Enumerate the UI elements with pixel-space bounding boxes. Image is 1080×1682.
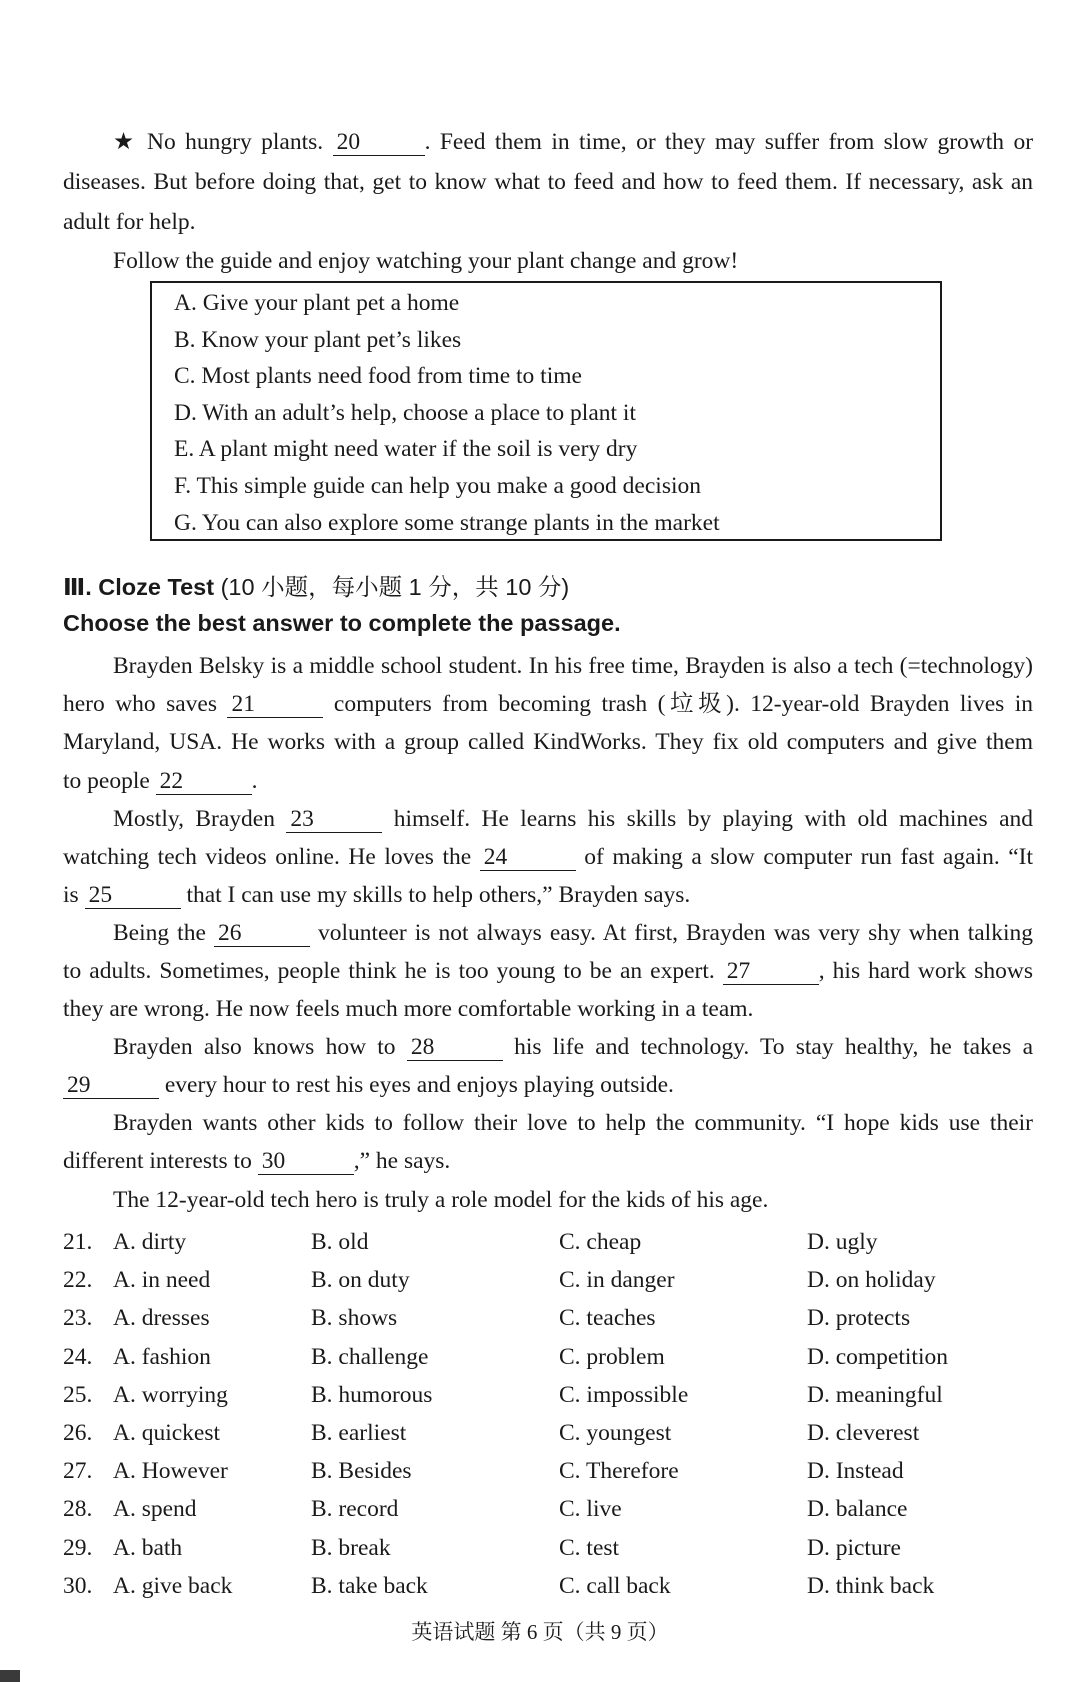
option-c: C. Therefore [559,1458,679,1485]
option-b: B. shows [311,1305,398,1332]
question-number: 22. [63,1267,93,1294]
c4-text-2b: every hour to rest his eyes and enjoys playing outside. [164,1072,674,1099]
option-d: D. on holiday [807,1267,936,1294]
c3-text-1b: volunteer is not always easy. At first, Brayden was very shy when talking [317,920,1033,946]
blank-24: 24 [480,844,576,871]
box-option-b: B. Know your plant pet’s likes [174,326,462,353]
c2-text-1b: himself. He learns his skills by playing with old machines and [393,806,1034,832]
option-d: D. Instead [807,1458,904,1485]
p1-text-a: ★ No hungry plants. [113,129,324,155]
option-c: C. teaches [559,1305,656,1332]
c5-text-2b: ,” he says. [353,1148,451,1175]
option-a: A. worrying [113,1381,228,1408]
cloze-paragraph-1 [63,647,1033,800]
c3-line-3: they are wrong. He now feels much more comfortable working in a team. [63,996,754,1023]
c3-text-2b: , his hard work shows [818,958,1034,985]
blank-20: 20 [333,129,425,156]
blank-22: 22 [156,768,252,795]
paragraph-follow-guide [63,241,1033,281]
option-d: D. balance [807,1496,908,1523]
p2-line: Follow the guide and enjoy watching your plant change and grow! [113,248,739,274]
blank-29: 29 [63,1072,159,1099]
option-c: C. impossible [559,1381,689,1408]
question-number: 27. [63,1458,93,1485]
option-d: D. competition [807,1343,948,1370]
p1-text-c: . Feed them in time, or they may suffer from slow growth or [424,129,1034,155]
option-a: A. dirty [113,1229,187,1255]
question-number: 26. [63,1419,93,1446]
blank-23: 23 [286,806,382,833]
option-b: B. humorous [311,1381,433,1408]
cloze-paragraph-4 [63,1028,1033,1104]
option-a: A. spend [113,1496,197,1523]
paragraph-no-hungry-plants [63,122,1033,242]
cloze-paragraph-2 [63,800,1033,915]
option-a: A. dresses [113,1305,210,1332]
cloze-paragraph-3 [63,914,1033,1029]
c3-text-2a: to adults. Sometimes, people think he is too young to be an expert. [63,958,715,985]
option-c: C. test [559,1534,620,1561]
option-a: A. quickest [113,1419,221,1446]
page-footer: 英语试题 第 6 页（共 9 页） [411,1620,669,1644]
blank-30: 30 [258,1148,354,1175]
option-b: B. record [311,1496,399,1523]
c1-line-3: Maryland, USA. He works with a group called KindWorks. They fix old computers and give them [63,729,1033,756]
section-note: (10 小题，每小题 1 分，共 10 分) [220,574,570,600]
section-instruction: Choose the best answer to complete the passage. [63,610,621,636]
option-b: B. take back [311,1572,428,1599]
box-option-g: G. You can also explore some strange plants in the market [174,509,720,536]
option-d: D. meaningful [807,1381,943,1408]
option-b: B. challenge [311,1343,429,1370]
option-d: D. picture [807,1534,901,1561]
option-b: B. Besides [311,1458,412,1485]
question-number: 24. [63,1343,93,1370]
option-c: C. live [559,1496,622,1523]
option-b: B. break [311,1534,391,1561]
question-number: 28. [63,1496,93,1523]
option-d: D. protects [807,1305,911,1332]
c2-text-3a: is [63,882,79,909]
question-number: 23. [63,1305,93,1332]
blank-27: 27 [723,958,819,985]
blank-26: 26 [214,920,310,947]
option-a: A. give back [113,1572,233,1599]
blank-21: 21 [227,691,323,718]
option-b: B. earliest [311,1419,407,1446]
c2-text-2b: of making a slow computer run fast again. “It [584,844,1034,871]
c1-text-2a: hero who saves [63,691,218,718]
option-c: C. call back [559,1572,671,1599]
c5-text-2a: different interests to [63,1148,252,1175]
c4-text-1a: Brayden also knows how to [113,1034,396,1060]
c1-line-1: Brayden Belsky is a middle school student. In his free time, Brayden is also a tech (=technology) [113,653,1033,679]
box-option-c: C. Most plants need food from time to time [174,363,582,390]
option-d: D. think back [807,1572,935,1599]
option-c: C. cheap [559,1229,642,1255]
option-b: B. old [311,1229,369,1255]
option-b: B. on duty [311,1267,410,1294]
c1-text-4a: to people [63,767,150,794]
p1-line-2: diseases. But before doing that, get to know what to feed and how to feed them. If necessary, ask an [63,169,1033,195]
option-d: D. cleverest [807,1419,920,1446]
c4-text-1b: his life and technology. To stay healthy, he takes a [514,1034,1034,1060]
option-a: A. However [113,1458,228,1485]
question-number: 29. [63,1534,93,1561]
option-a: A. in need [113,1267,211,1294]
c1-text-4b: . [251,767,258,794]
section-heading [63,568,569,602]
option-d: D. ugly [807,1229,878,1255]
question-number: 30. [63,1572,93,1599]
options-box [150,281,942,541]
question-number: 25. [63,1381,93,1408]
c2-text-2a: watching tech videos online. He loves the [63,844,472,871]
blank-25: 25 [85,882,181,909]
option-c: C. in danger [559,1267,675,1294]
corner-mark [0,1670,20,1682]
c5-line-1: Brayden wants other kids to follow their love to help the community. “I hope kids use their [113,1110,1033,1136]
option-a: A. bath [113,1534,183,1561]
box-option-d: D. With an adult’s help, choose a place to plant it [174,399,636,426]
box-option-f: F. This simple guide can help you make a good decision [174,472,701,499]
section-title: Cloze Test [98,574,215,600]
option-c: C. youngest [559,1419,672,1446]
box-option-e: E. A plant might need water if the soil is very dry [174,436,638,463]
option-a: A. fashion [113,1343,211,1370]
p1-line-3: adult for help. [63,209,196,235]
blank-28: 28 [407,1034,503,1061]
question-number: 21. [63,1229,93,1255]
c2-text-3b: that I can use my skills to help others,” Brayden says. [186,882,691,909]
c1-text-2b: computers from becoming trash (垃圾). 12-year-old Brayden lives in [333,691,1034,718]
c3-text-1a: Being the [113,920,206,946]
cloze-paragraph-6 [63,1181,1033,1219]
section-number: Ⅲ. [63,574,92,600]
cloze-paragraph-5 [63,1104,1033,1180]
box-option-a: A. Give your plant pet a home [174,290,460,316]
option-c: C. problem [559,1343,665,1370]
c2-text-1a: Mostly, Brayden [113,806,275,832]
c6-line: The 12-year-old tech hero is truly a role model for the kids of his age. [113,1187,769,1213]
